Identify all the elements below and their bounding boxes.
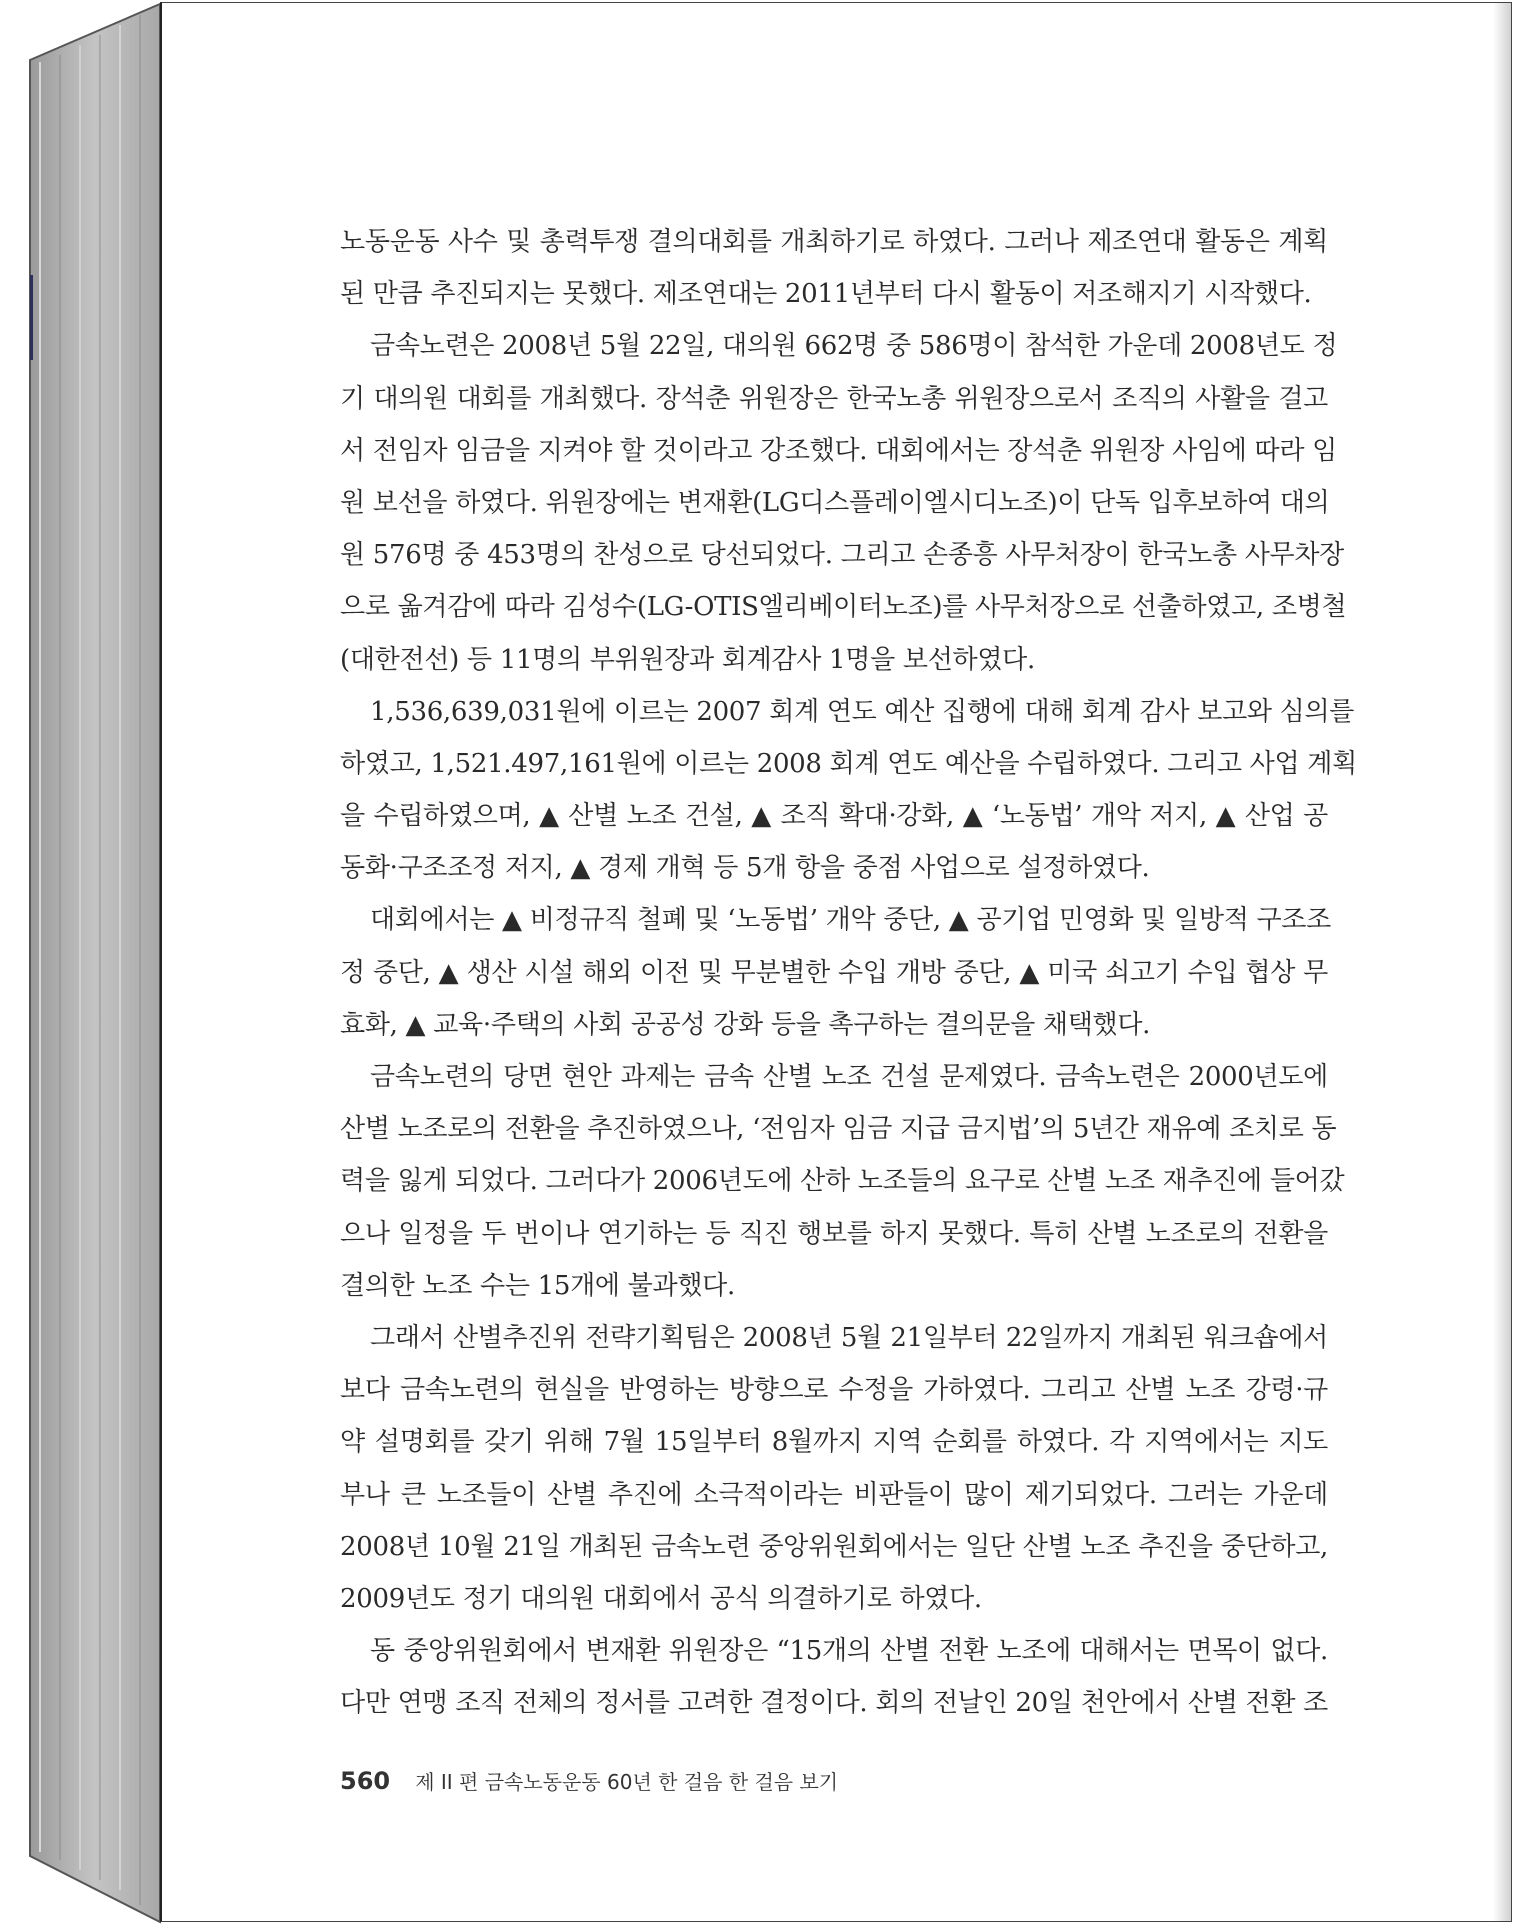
text-line: 원 보선을 하였다. 위원장에는 변재환(LG디스플레이엘시디노조)이 단독 입후보하여 대의	[340, 487, 1330, 518]
text-line: 산별 노조로의 전환을 추진하였으나, ‘전임자 임금 지급 금지법’의 5년간 재유예 조치로 동	[340, 1114, 1337, 1145]
book-page	[160, 2, 1512, 1922]
text-line: 기 대의원 대회를 개최했다. 장석춘 위원장은 한국노총 위원장으로서 조직의 사활을 걸고	[340, 383, 1328, 414]
text-line: 동 중앙위원회에서 변재환 위원장은 “15개의 산별 전환 노조에 대해서는 면목이 없다.	[370, 1636, 1328, 1667]
book-edge-illustration	[0, 0, 170, 1926]
running-title: 제 II 편 금속노동운동 60년 한 걸음 한 걸음 보기	[415, 1770, 839, 1794]
book-edge	[0, 0, 170, 1926]
text-line: 그래서 산별추진위 전략기획팀은 2008년 5월 21일부터 22일까지 개최된 워크숍에서	[370, 1322, 1328, 1353]
text-line: 금속노련은 2008년 5월 22일, 대의원 662명 중 586명이 참석한 가운데 2008년도 정	[370, 331, 1338, 362]
text-line: 하였고, 1,521.497,161원에 이르는 2008 회계 연도 예산을 수립하였다. 그리고 사업 계획	[340, 748, 1357, 779]
text-line: (대한전선) 등 11명의 부위원장과 회계감사 1명을 보선하였다.	[340, 644, 1035, 675]
text-line: 으로 옮겨감에 따라 김성수(LG-OTIS엘리베이터노조)를 사무처장으로 선출하였고, 조병철	[340, 592, 1347, 623]
text-line: 대회에서는 ▲ 비정규직 철폐 및 ‘노동법’ 개악 중단, ▲ 공기업 민영화 및 일방적 구조조	[370, 905, 1331, 936]
page-right-shadow	[1493, 3, 1511, 1921]
text-line: 금속노련의 당면 현안 과제는 금속 산별 노조 건설 문제였다. 금속노련은 2000년도에	[370, 1062, 1328, 1092]
text-line: 동화·구조조정 저지, ▲ 경제 개혁 등 5개 항을 중점 사업으로 설정하였다.	[340, 853, 1150, 884]
body-text	[340, 216, 1357, 1729]
text-line: 원 576명 중 453명의 찬성으로 당선되었다. 그리고 손종흥 사무처장이 한국노총 사무차장	[340, 540, 1344, 571]
text-line: 부나 큰 노조들이 산별 추진에 소극적이라는 비판들이 많이 제기되었다. 그러는 가운데	[340, 1479, 1328, 1510]
text-line: 약 설명회를 갖기 위해 7월 15일부터 8월까지 지역 순회를 하였다. 각 지역에서는 지도	[340, 1427, 1328, 1458]
text-line: 력을 잃게 되었다. 그러다가 2006년도에 산하 노조들의 요구로 산별 노조 재추진에 들어갔	[340, 1166, 1345, 1197]
text-line: 결의한 노조 수는 15개에 불과했다.	[340, 1270, 735, 1301]
text-line: 효화, ▲ 교육·주택의 사회 공공성 강화 등을 촉구하는 결의문을 채택했다.	[340, 1009, 1151, 1040]
text-line: 서 전임자 임금을 지켜야 할 것이라고 강조했다. 대회에서는 장석춘 위원장 사임에 따라 임	[340, 435, 1337, 466]
text-line: 을 수립하였으며, ▲ 산별 노조 건설, ▲ 조직 확대·강화, ▲ ‘노동법’ 개악 저지, ▲ 산업 공	[340, 801, 1328, 832]
text-line: 보다 금속노련의 현실을 반영하는 방향으로 수정을 가하였다. 그리고 산별 노조 강령·규	[340, 1375, 1328, 1406]
page-number: 560	[340, 1767, 391, 1795]
text-line: 된 만큼 추진되지는 못했다. 제조연대는 2011년부터 다시 활동이 저조해지기 시작했다.	[340, 279, 1312, 310]
text-line: 다만 연맹 조직 전체의 정서를 고려한 결정이다. 회의 전날인 20일 천안에서 산별 전환 조	[340, 1688, 1328, 1719]
page-footer	[340, 1763, 838, 1799]
text-line: 노동운동 사수 및 총력투쟁 결의대회를 개최하기로 하였다. 그러나 제조연대 활동은 계획	[340, 227, 1328, 257]
text-line: 2008년 10월 21일 개최된 금속노련 중앙위원회에서는 일단 산별 노조 추진을 중단하고,	[340, 1531, 1328, 1562]
text-line: 1,536,639,031원에 이르는 2007 회계 연도 예산 집행에 대해 회계 감사 보고와 심의를	[370, 696, 1355, 727]
text-line: 으나 일정을 두 번이나 연기하는 등 직진 행보를 하지 못했다. 특히 산별 노조로의 전환을	[340, 1218, 1328, 1249]
text-line: 2009년도 정기 대의원 대회에서 공식 의결하기로 하였다.	[340, 1583, 982, 1614]
text-line: 정 중단, ▲ 생산 시설 해외 이전 및 무분별한 수입 개방 중단, ▲ 미국 쇠고기 수입 협상 무	[340, 957, 1328, 988]
